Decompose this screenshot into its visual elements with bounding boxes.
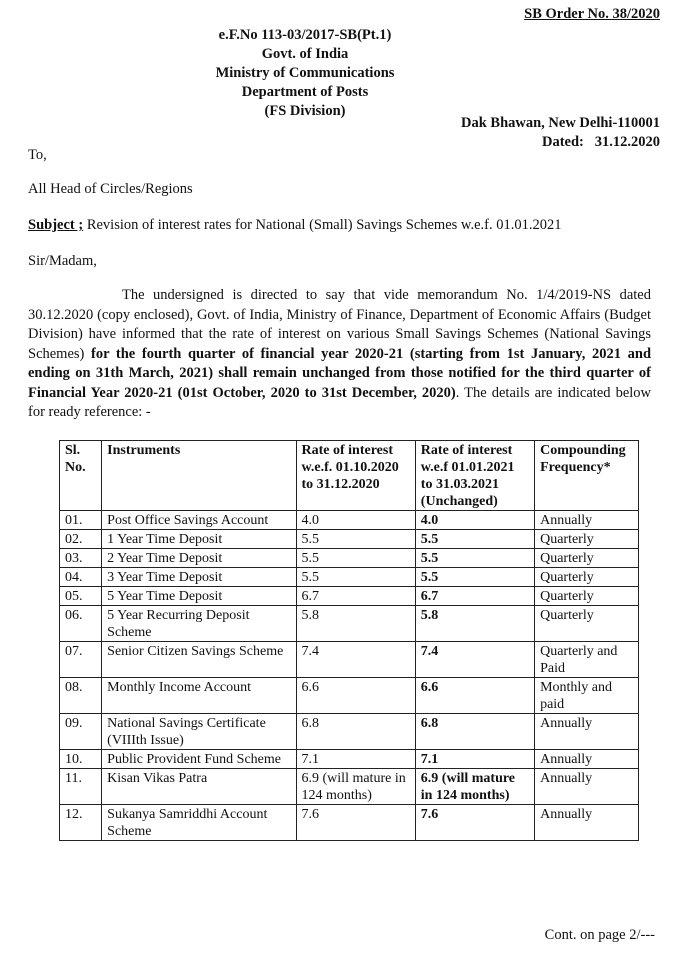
cell-frequency: Monthly and paid <box>535 678 639 714</box>
cell-old-rate: 4.0 <box>296 511 415 530</box>
table-row <box>60 678 639 714</box>
cell-frequency: Annually <box>535 805 639 841</box>
table-header-row <box>60 441 639 511</box>
interest-rates-table <box>59 440 639 841</box>
cell-instrument: Monthly Income Account <box>102 678 296 714</box>
dated-label: Dated: <box>541 134 584 150</box>
cell-new-rate: 6.6 <box>415 678 534 714</box>
cell-instrument: 1 Year Time Deposit <box>102 530 296 549</box>
file-number: e.F.No 113-03/2017-SB(Pt.1) <box>218 27 392 43</box>
cell-instrument: National Savings Certificate (VIIIth Issue) <box>102 714 296 750</box>
addressee: All Head of Circles/Regions <box>28 181 193 197</box>
subject-text: Revision of interest rates for National (Small) Savings Schemes w.e.f. 01.01.2021 <box>83 217 562 233</box>
table-row <box>60 568 639 587</box>
place: Dak Bhawan, New Delhi-110001 <box>461 115 660 131</box>
cell-old-rate: 6.9 (will mature in 124 months) <box>296 769 415 805</box>
cell-frequency: Quarterly <box>535 606 639 642</box>
date-value: 31.12.2020 <box>594 134 660 150</box>
cell-instrument: Kisan Vikas Patra <box>102 769 296 805</box>
cell-instrument: Sukanya Samriddhi Account Scheme <box>102 805 296 841</box>
cell-sl-no: 01. <box>60 511 102 530</box>
cell-sl-no: 04. <box>60 568 102 587</box>
table-row <box>60 511 639 530</box>
header-sl-no: Sl. No. <box>60 441 102 511</box>
cell-sl-no: 07. <box>60 642 102 678</box>
cell-new-rate: 7.6 <box>415 805 534 841</box>
table-row <box>60 769 639 805</box>
header-frequency: Compounding Frequency* <box>535 441 639 511</box>
to-line: To, <box>28 147 47 163</box>
cell-instrument: 5 Year Recurring Deposit Scheme <box>102 606 296 642</box>
cell-sl-no: 03. <box>60 549 102 568</box>
cell-new-rate: 5.5 <box>415 568 534 587</box>
cell-sl-no: 10. <box>60 750 102 769</box>
salutation: Sir/Madam, <box>28 253 97 269</box>
table-row <box>60 606 639 642</box>
cell-sl-no: 12. <box>60 805 102 841</box>
order-number: SB Order No. 38/2020 <box>524 6 660 22</box>
subject-line <box>28 217 561 234</box>
cell-new-rate: 5.5 <box>415 549 534 568</box>
department-line: Department of Posts <box>241 84 369 100</box>
cell-old-rate: 6.6 <box>296 678 415 714</box>
cell-frequency: Quarterly <box>535 549 639 568</box>
header-instruments: Instruments <box>102 441 296 511</box>
cell-frequency: Annually <box>535 769 639 805</box>
cell-frequency: Quarterly <box>535 587 639 606</box>
cell-frequency: Annually <box>535 511 639 530</box>
header-new-rate: Rate of interest w.e.f 01.01.2021 to 31.03.2021 (Unchanged) <box>415 441 534 511</box>
continuation-note: Cont. on page 2/--- <box>544 927 655 943</box>
date-line <box>461 133 660 152</box>
cell-sl-no: 08. <box>60 678 102 714</box>
govt-line: Govt. of India <box>261 46 349 62</box>
cell-frequency: Annually <box>535 750 639 769</box>
subject-label: Subject ; <box>28 217 84 233</box>
cell-old-rate: 5.5 <box>296 568 415 587</box>
table-row <box>60 530 639 549</box>
cell-new-rate: 5.8 <box>415 606 534 642</box>
cell-new-rate: 6.7 <box>415 587 534 606</box>
body-text-part1: The undersigned is directed to say that vide memorandum No. 1/4/2019-NS dated 30.12.2020 (copy enclosed), Govt. of India, Ministry of Finance, Department of Economic Affairs (Budget Division) have informed that the rate of interest on various Small Savings Schemes (National Savings Schemes) <box>28 287 651 362</box>
body-text-bold: for the fourth quarter of financial year 2020-21 (starting from 1st January, 2021 and ending on 31th March, 2021) shall remain unchanged from those notified for the third quarter of Financial Year 2020-21 (01st October, 2020 to 31st December, 2020) <box>28 345 652 401</box>
body-text-part2: . The details are indicated below for ready reference: - <box>28 384 651 420</box>
cell-instrument: Public Provident Fund Scheme <box>102 750 296 769</box>
cell-frequency: Quarterly and Paid <box>535 642 639 678</box>
cell-old-rate: 5.5 <box>296 549 415 568</box>
cell-old-rate: 6.7 <box>296 587 415 606</box>
table-row <box>60 805 639 841</box>
table-row <box>60 714 639 750</box>
cell-old-rate: 6.8 <box>296 714 415 750</box>
place-date-block <box>461 114 660 152</box>
cell-sl-no: 09. <box>60 714 102 750</box>
cell-new-rate: 6.9 (will mature in 124 months) <box>415 769 534 805</box>
cell-sl-no: 05. <box>60 587 102 606</box>
table-row <box>60 587 639 606</box>
header-old-rate: Rate of interest w.e.f. 01.10.2020 to 31.12.2020 <box>296 441 415 511</box>
cell-old-rate: 5.8 <box>296 606 415 642</box>
cell-new-rate: 5.5 <box>415 530 534 549</box>
cell-instrument: 5 Year Time Deposit <box>102 587 296 606</box>
table-row <box>60 642 639 678</box>
cell-new-rate: 7.1 <box>415 750 534 769</box>
cell-sl-no: 11. <box>60 769 102 805</box>
cell-new-rate: 4.0 <box>415 511 534 530</box>
cell-sl-no: 06. <box>60 606 102 642</box>
body-paragraph <box>28 286 651 423</box>
cell-frequency: Quarterly <box>535 568 639 587</box>
cell-old-rate: 7.4 <box>296 642 415 678</box>
cell-instrument: Post Office Savings Account <box>102 511 296 530</box>
division-line: (FS Division) <box>264 103 346 119</box>
table-row <box>60 549 639 568</box>
cell-sl-no: 02. <box>60 530 102 549</box>
cell-frequency: Quarterly <box>535 530 639 549</box>
cell-new-rate: 6.8 <box>415 714 534 750</box>
cell-new-rate: 7.4 <box>415 642 534 678</box>
ministry-line: Ministry of Communications <box>215 65 395 81</box>
cell-old-rate: 7.6 <box>296 805 415 841</box>
cell-frequency: Annually <box>535 714 639 750</box>
table-body <box>60 511 639 841</box>
cell-instrument: Senior Citizen Savings Scheme <box>102 642 296 678</box>
cell-old-rate: 5.5 <box>296 530 415 549</box>
letterhead <box>170 26 440 121</box>
table-row <box>60 750 639 769</box>
cell-instrument: 2 Year Time Deposit <box>102 549 296 568</box>
cell-instrument: 3 Year Time Deposit <box>102 568 296 587</box>
cell-old-rate: 7.1 <box>296 750 415 769</box>
